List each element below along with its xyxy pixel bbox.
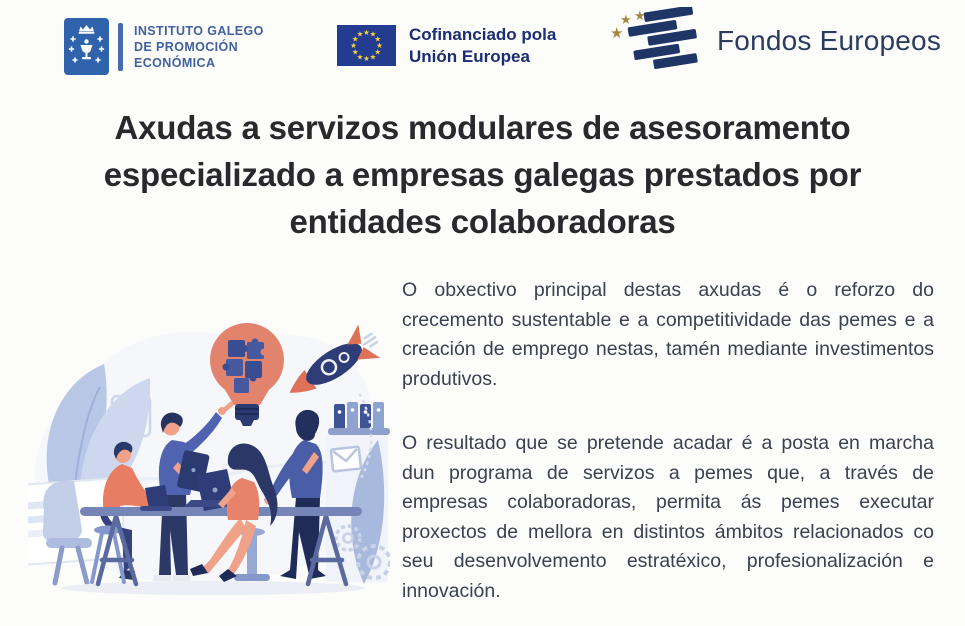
svg-text:★: ★ [610, 25, 624, 42]
svg-text:★: ★ [620, 12, 632, 27]
team-collaboration-illustration [28, 292, 390, 607]
page-title [0, 104, 965, 245]
fondos-europeos-label: Fondos Europeos [717, 25, 942, 56]
envelope-icon [331, 447, 361, 472]
page-title-line: especializado a empresas galegas prestados por [103, 156, 862, 193]
eu-cofunding-logo [337, 24, 556, 67]
body-paragraph-result: O resultado que se pretende acadar é a posta en marcha dun programa de servizos a pemes que, a través de empresas colaboradoras, permita ás pemes executar proxectos de mellora en distintos ámbitos relacionados co seu desenvolvemento estratéxico, profesionalización e innovación. [402, 432, 934, 602]
page-title-line: entidades colaboradoras [289, 203, 676, 240]
igape-org-name: INSTITUTO GALEGO DE PROMOCIÓN ECONÓMICA [134, 23, 264, 70]
igape-separator [118, 23, 123, 71]
igape-logo [64, 18, 264, 75]
body-paragraph-objective: O obxectivo principal destas axudas é o reforzo do crecemento sustentable e a competitividade das pemes e a creación de emprego nestas, tamén mediante investimentos produtivos. [402, 279, 934, 390]
igape-emblem-icon [64, 18, 109, 75]
svg-text:★: ★ [634, 8, 646, 23]
fondos-europeos-logo [610, 7, 941, 75]
page-title-line: Axudas a servizos modulares de asesoramento [114, 109, 851, 146]
fondos-europeos-emblem-icon [610, 7, 705, 75]
eu-flag-icon: ★ ★ ★ ★ ★ ★ ★ ★ ★ ★ ★ ★ [337, 25, 396, 66]
eu-cofunding-label: Cofinanciado pola Unión Europea [409, 25, 557, 66]
